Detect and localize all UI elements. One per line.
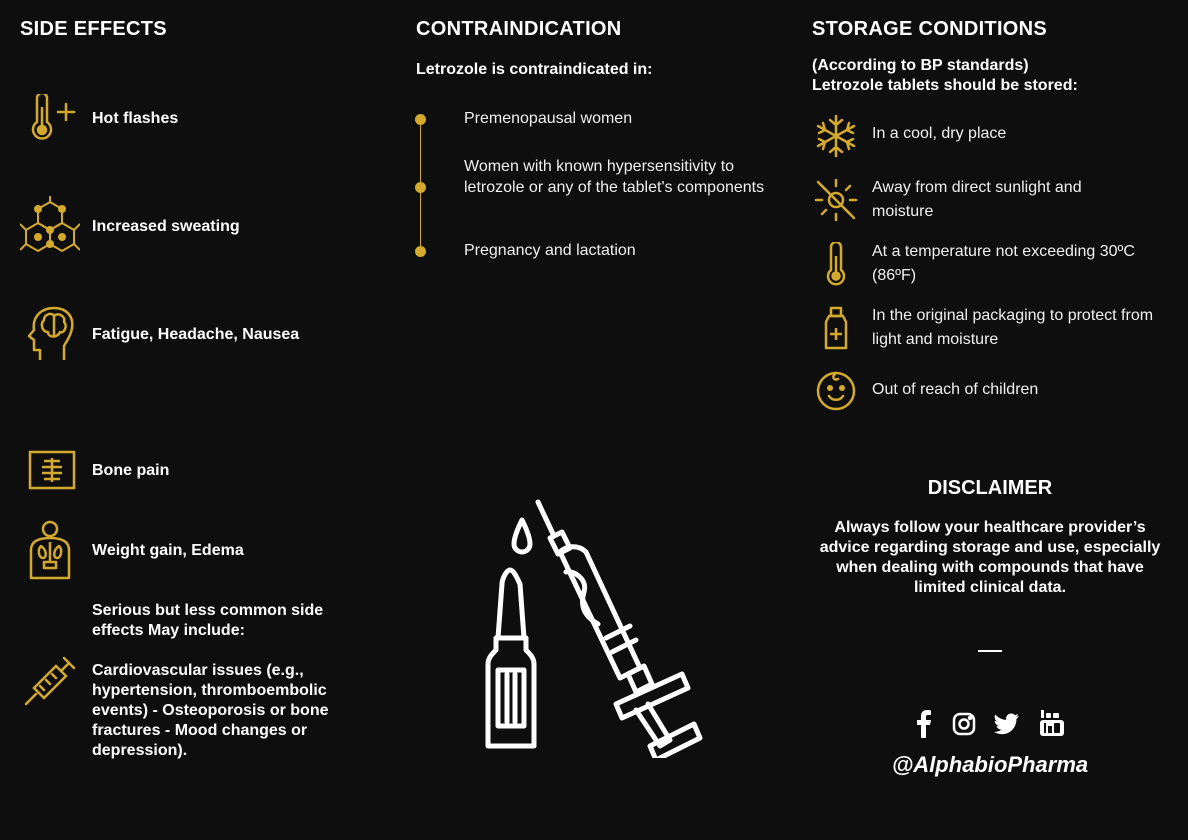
medicine-bottle-icon: [822, 306, 850, 350]
divider: [978, 650, 1002, 652]
timeline-dot: [415, 246, 426, 257]
thermometer-plus-icon: [28, 94, 80, 144]
timeline-dot: [415, 182, 426, 193]
storage-item: In a cool, dry place: [872, 125, 1007, 142]
storage-item: At a temperature not exceeding 30ºC (86ºF): [872, 243, 1135, 284]
contraindication-title: CONTRAINDICATION: [416, 18, 622, 40]
molecule-icon: [20, 196, 80, 256]
serious-side-effects-intro: Serious but less common side effects May include:: [92, 602, 324, 639]
storage-subtitle-1: (According to BP standards): [812, 57, 1029, 74]
instagram-icon[interactable]: [952, 712, 976, 736]
thermometer-icon: [824, 242, 848, 286]
storage-subtitle-2: Letrozole tablets should be stored:: [812, 77, 1078, 94]
child-face-icon: [815, 370, 857, 412]
syringe-small-icon: [24, 656, 76, 706]
snowflake-icon: [815, 114, 857, 158]
contraindication-intro: Letrozole is contraindicated in:: [416, 61, 653, 78]
side-effect-label: Weight gain, Edema: [92, 542, 244, 559]
twitter-icon[interactable]: [994, 713, 1020, 735]
vial-syringe-illustration: [480, 498, 710, 758]
storage-item: Away from direct sunlight and moisture: [872, 179, 1082, 220]
disclaimer-title: DISCLAIMER: [927, 477, 1053, 499]
serious-side-effects-text: Cardiovascular issues (e.g., hypertension, thromboembolic events) - Osteoporosis or bone fractures - Mood changes or depression).: [92, 662, 329, 759]
youtube-icon[interactable]: [1040, 710, 1064, 738]
body-organs-icon: [27, 520, 73, 580]
head-brain-icon: [26, 306, 76, 362]
side-effect-label: Fatigue, Headache, Nausea: [92, 326, 300, 343]
storage-item: Out of reach of children: [872, 381, 1039, 398]
storage-item: In the original packaging to protect from light and moisture: [872, 307, 1154, 348]
contraindication-item: Pregnancy and lactation: [464, 242, 636, 259]
contraindication-item: Premenopausal women: [464, 110, 633, 127]
social-handle[interactable]: @AlphabioPharma: [891, 752, 1089, 777]
side-effect-label: Increased sweating: [92, 218, 240, 235]
storage-title: STORAGE CONDITIONS: [812, 18, 1048, 40]
contraindication-item: Women with known hypersensitivity to letrozole or any of the tablet's components: [464, 158, 765, 196]
side-effect-label: Hot flashes: [92, 110, 179, 127]
facebook-icon[interactable]: [914, 710, 934, 738]
xray-icon: [28, 450, 76, 490]
disclaimer-text: Always follow your healthcare provider’s advice regarding storage and use, especially when dealing with compounds that have limited clinical data.: [819, 519, 1161, 596]
timeline-dot: [415, 114, 426, 125]
no-sun-icon: [814, 178, 858, 222]
side-effects-title: SIDE EFFECTS: [20, 18, 167, 40]
side-effect-label: Bone pain: [92, 462, 170, 479]
